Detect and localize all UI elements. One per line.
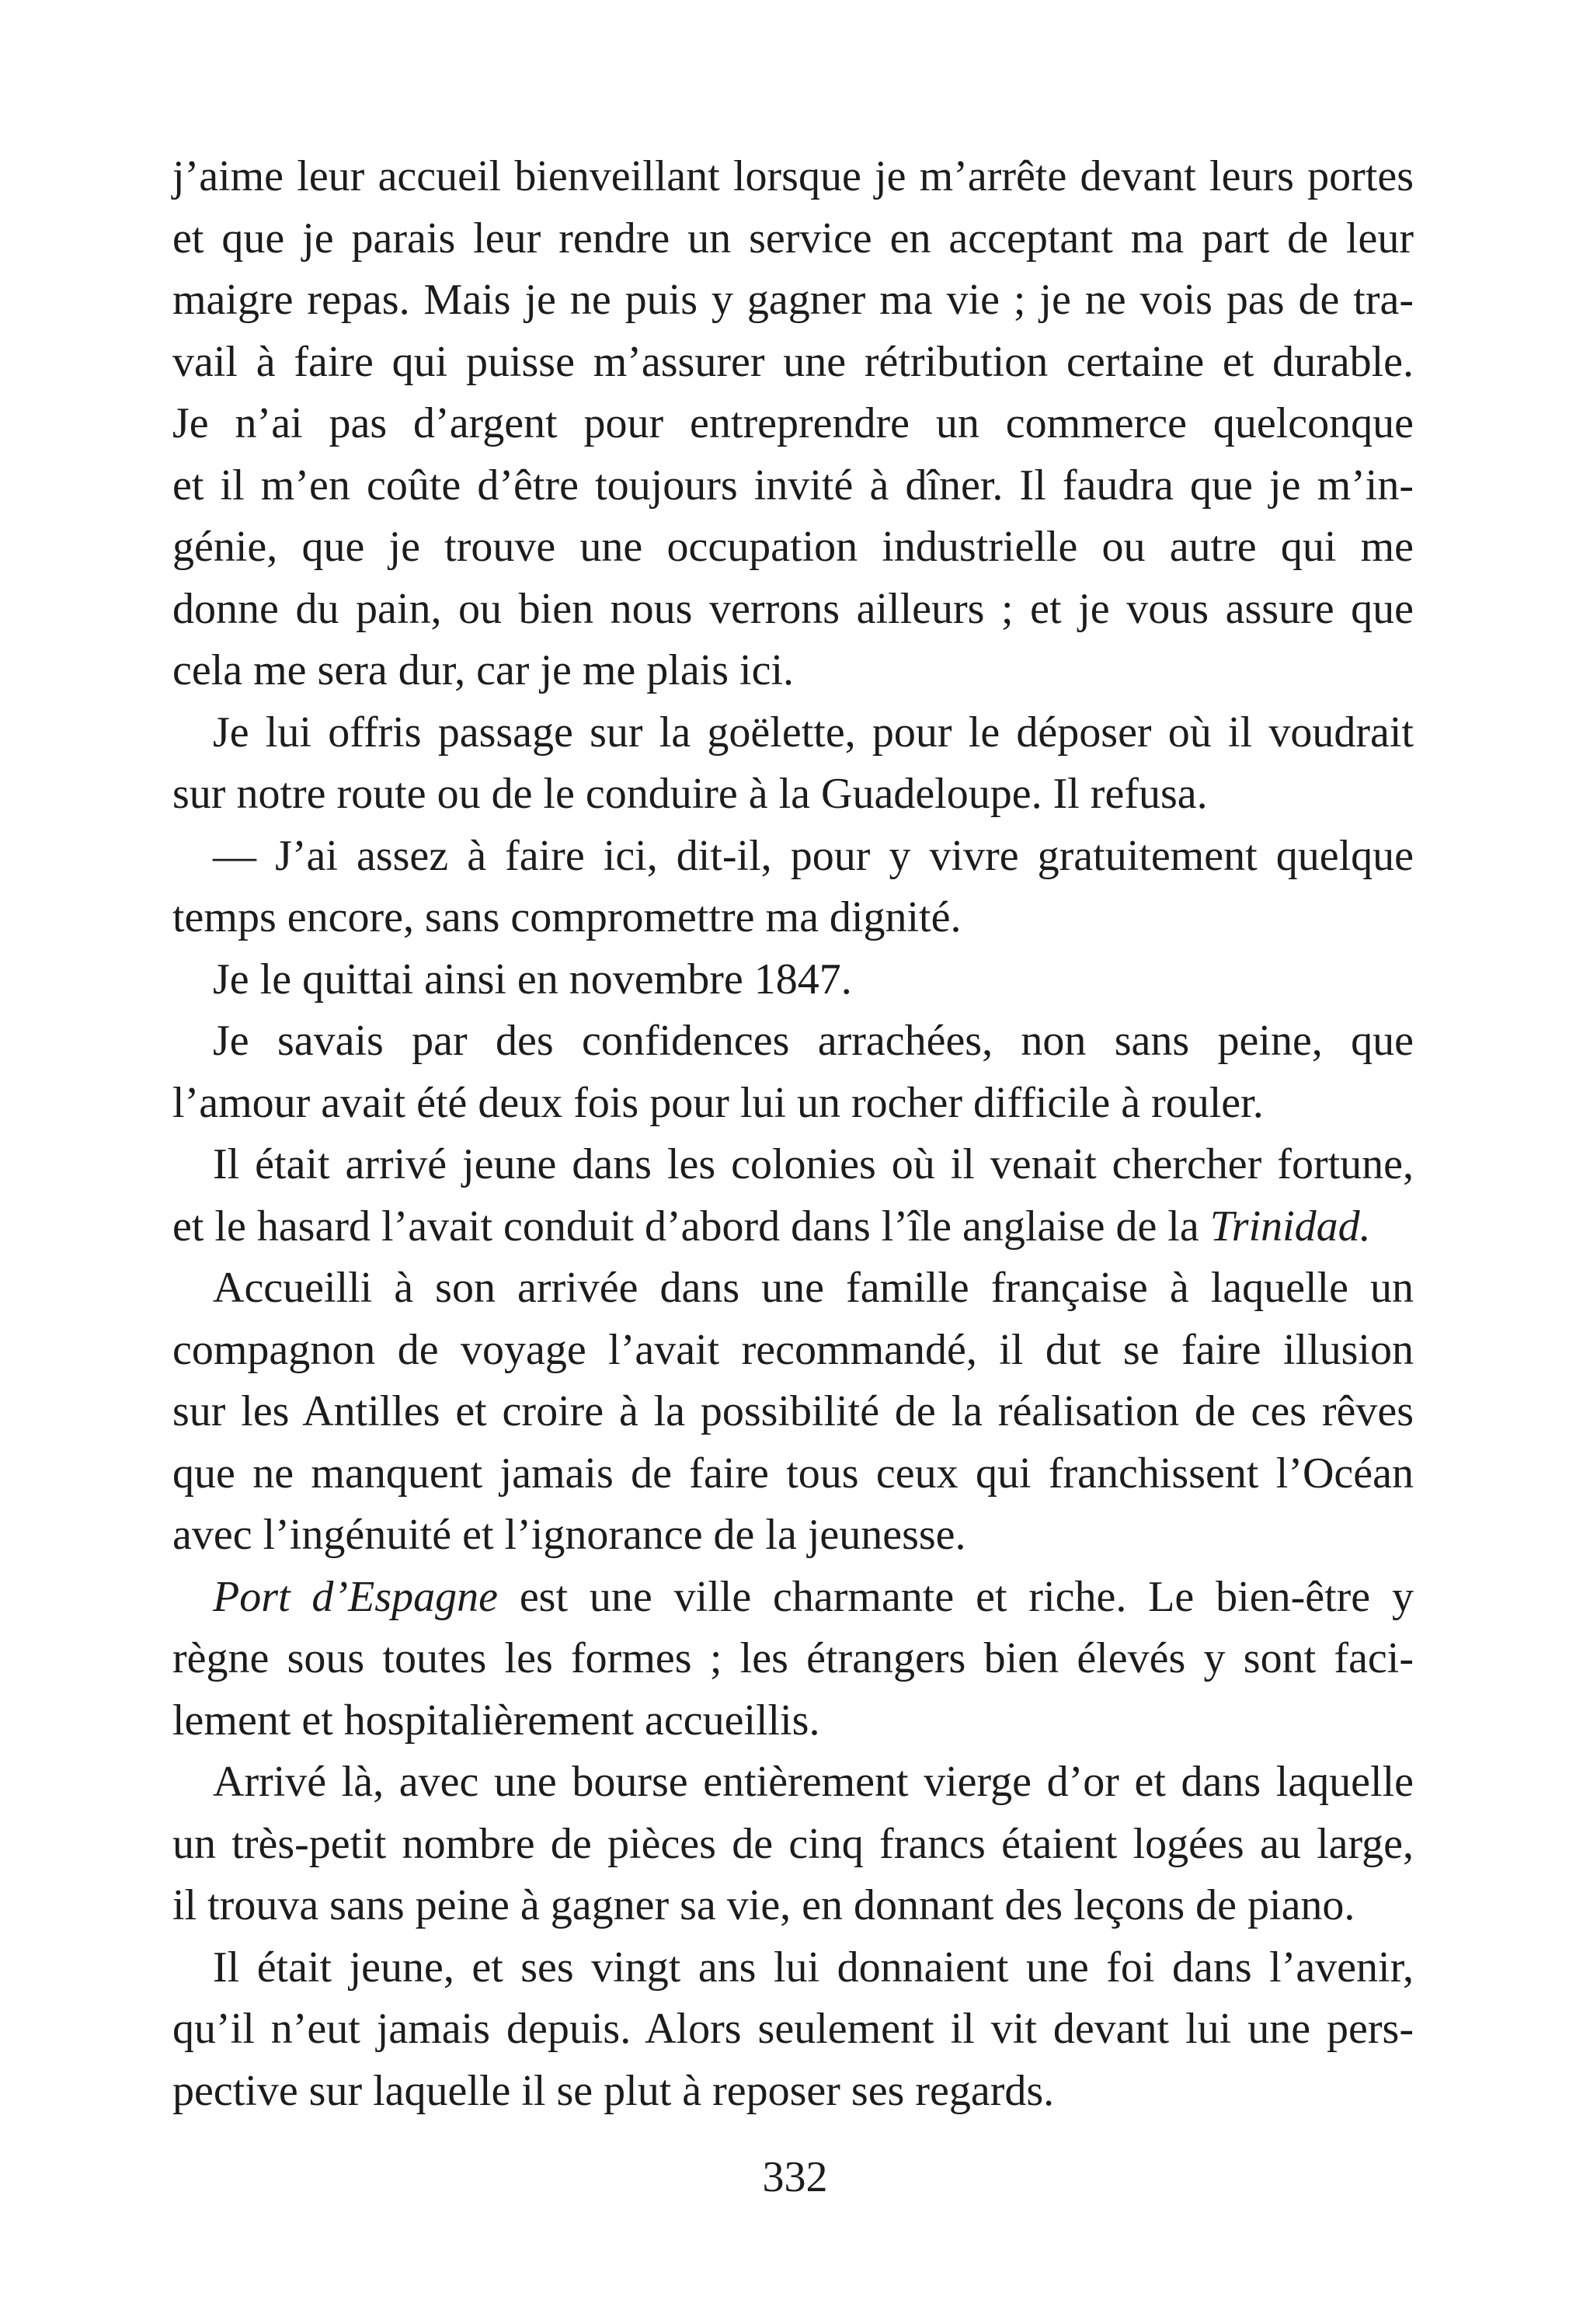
text-line: que ne manquent jamais de faire tous ceux qui franchissent l’Océan [172, 1449, 1414, 1498]
text-line: compagnon de voyage l’avait recommandé, il dut se faire illusion [172, 1325, 1414, 1374]
text-line: pective sur laquelle il se plut à reposer ses regards. [172, 2066, 1055, 2115]
text-line: — J’ai assez à faire ici, dit-il, pour y vivre gratuitement quelque [213, 831, 1414, 880]
text-line: il trouva sans peine à gagner sa vie, en donnant des leçons de piano. [172, 1881, 1355, 1929]
text-line: Accueilli à son arrivée dans une famille française à laquelle un [213, 1264, 1414, 1312]
page-number: 332 [762, 2153, 828, 2201]
text-line: règne sous toutes les formes ; les étrangers bien élevés y sont faci- [172, 1634, 1414, 1682]
text-line: Je le quittai ainsi en novembre 1847. [213, 955, 852, 1004]
text-line: génie, que je trouve une occupation industrielle ou autre qui me [172, 523, 1414, 571]
text-line [172, 1196, 1414, 1258]
text-line: l’amour avait été deux fois pour lui un rocher difficile à rouler. [172, 1078, 1264, 1127]
text-line: temps encore, sans compromettre ma dignité. [172, 893, 962, 941]
text-line: avec l’ingénuité et l’ignorance de la jeunesse. [172, 1511, 966, 1559]
text-line: maigre repas. Mais je ne puis y gagner ma vie ; je ne vois pas de tra- [172, 276, 1414, 324]
text-line: sur les Antilles et croire à la possibilité de la réalisation de ces rêves [172, 1387, 1414, 1435]
text-line: sur notre route ou de le conduire à la Guadeloupe. Il refusa. [172, 770, 1208, 818]
text-line: Je n’ai pas d’argent pour entreprendre un commerce quelconque [172, 399, 1414, 447]
text-line: Il était jeune, et ses vingt ans lui donnaient une foi dans l’avenir, [213, 1943, 1414, 1992]
text-line: vail à faire qui puisse m’assurer une rétribution certaine et durable. [172, 337, 1414, 386]
text-line: un très-petit nombre de pièces de cinq francs étaient logées au large, [172, 1819, 1414, 1868]
text-line: et il m’en coûte d’être toujours invité à dîner. Il faudra que je m’in- [172, 461, 1414, 510]
text-line: Je savais par des confidences arrachées, non sans peine, que [213, 1017, 1414, 1065]
text-line: Je lui offris passage sur la goëlette, pour le déposer où il voudrait [213, 708, 1414, 757]
text-line: cela me sera dur, car je me plais ici. [172, 646, 795, 694]
text-line: donne du pain, ou bien nous verrons ailleurs ; et je vous assure que [172, 584, 1414, 633]
body-text [172, 146, 1414, 2122]
italic-place-name: Port d’Espagne [213, 1572, 498, 1621]
text-line: Arrivé là, avec une bourse entièrement vierge d’or et dans laquelle [213, 1758, 1414, 1806]
text-line: lement et hospitalièrement accueillis. [172, 1696, 820, 1745]
text-span: et le hasard l’avait conduit d’abord dans l’île anglaise de la [172, 1202, 1210, 1251]
text-line: j’aime leur accueil bienveillant lorsque je m’arrête devant leurs portes [172, 152, 1414, 200]
text-line [172, 1567, 1414, 1629]
text-line: Il était arrivé jeune dans les colonies où il venait chercher fortune, [213, 1140, 1414, 1188]
text-line: et que je parais leur rendre un service en acceptant ma part de leur [172, 214, 1414, 263]
italic-place-name: Trinidad. [1209, 1202, 1371, 1251]
text-line: qu’il n’eut jamais depuis. Alors seulement il vit devant lui une pers- [172, 2005, 1414, 2053]
text-span: est une ville charmante et riche. Le bien-être y [497, 1572, 1414, 1621]
